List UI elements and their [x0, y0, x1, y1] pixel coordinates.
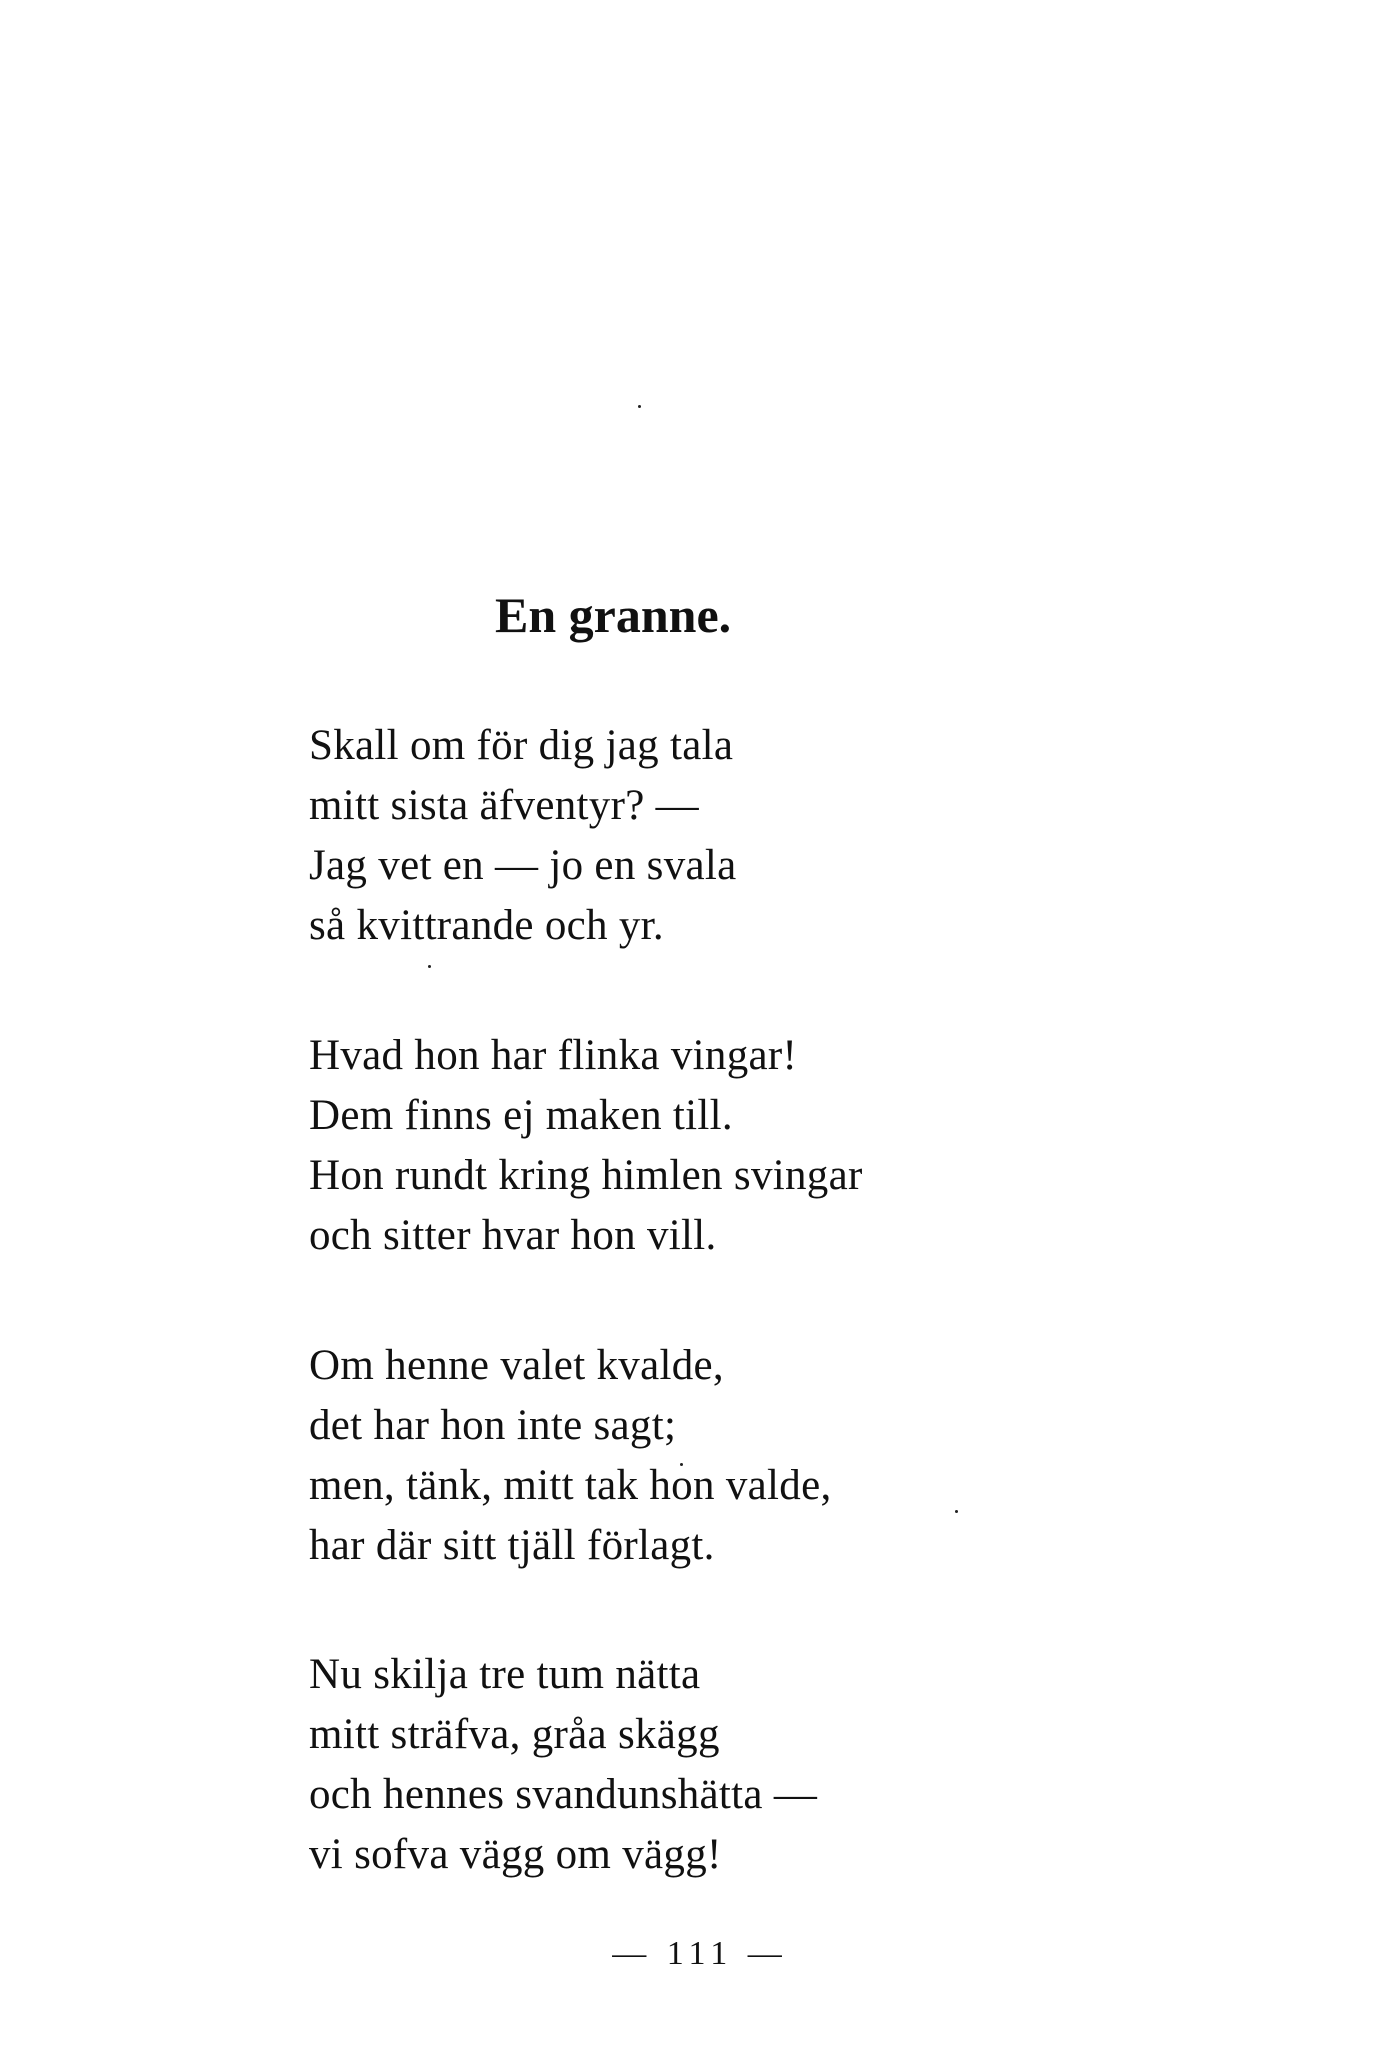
page-number-text: — 111 —: [612, 1935, 788, 1972]
verse-line: Jag vet en — jo en svala: [309, 842, 737, 889]
stanza-4: [309, 1645, 817, 1885]
verse-line: har där sitt tjäll förlagt.: [309, 1522, 715, 1569]
ink-speck: [638, 405, 641, 408]
verse-line: och hennes svandunshätta —: [309, 1771, 818, 1818]
verse-line: mitt sista äfventyr? —: [309, 782, 699, 829]
verse-line: och sitter hvar hon vill.: [309, 1212, 717, 1259]
verse-line: Dem finns ej maken till.: [309, 1092, 733, 1139]
verse-line: Nu skilja tre tum nätta: [309, 1651, 701, 1698]
verse-line: Hon rundt kring himlen svingar: [309, 1152, 863, 1199]
verse-line: så kvittrande och yr.: [309, 902, 664, 949]
stanza-2: [309, 1026, 863, 1266]
ink-speck: [428, 965, 431, 968]
verse-line: men, tänk, mitt tak hon valde,: [309, 1462, 832, 1509]
poem-title: En granne.: [495, 587, 732, 643]
ink-speck: [955, 1510, 958, 1513]
verse-line: Skall om för dig jag tala: [309, 722, 734, 769]
verse-line: mitt sträfva, gråa skägg: [309, 1711, 720, 1758]
stanza-3: [309, 1336, 832, 1576]
verse-line: Om henne valet kvalde,: [309, 1342, 724, 1389]
verse-line: vi sofva vägg om vägg!: [309, 1831, 722, 1878]
verse-line: det har hon inte sagt;: [309, 1402, 677, 1449]
stanza-1: [309, 716, 737, 956]
page-number: [0, 1934, 1400, 1974]
verse-line: Hvad hon har flinka vingar!: [309, 1032, 798, 1079]
